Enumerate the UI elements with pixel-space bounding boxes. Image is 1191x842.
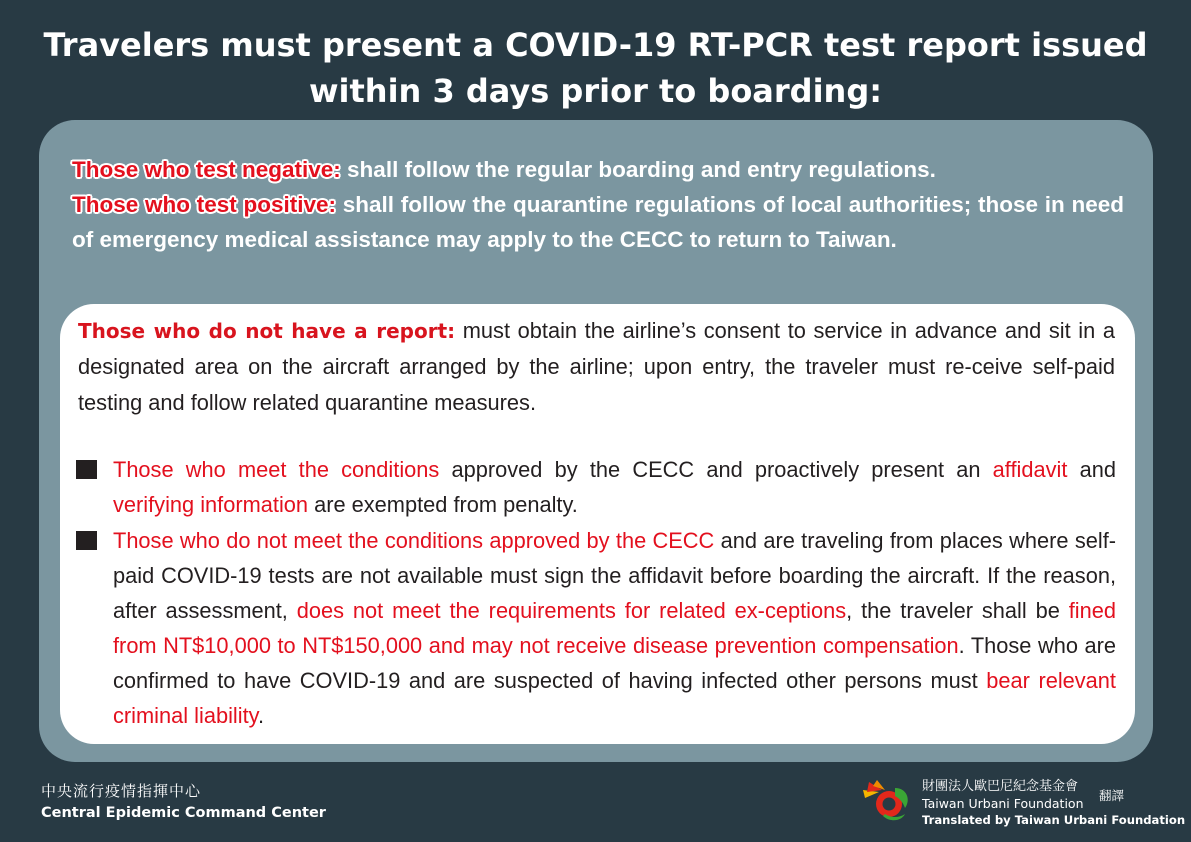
square-bullet-icon [76,460,97,479]
negative-label: Those who test negative: [72,157,341,182]
positive-rule [72,187,1124,257]
negative-rule [72,152,1124,187]
no-report-rule [78,313,1115,421]
body-text: are exempted from penalty. [308,492,578,517]
exemption-list [74,452,1116,734]
foundation-name-en: Taiwan Urbani Foundation [922,796,1084,811]
test-result-rules [72,152,1124,257]
highlight-text: Those who do not meet the conditions approved by the CECC [113,528,715,553]
translation-label: 翻譯 [1099,788,1125,803]
title-line-1: Travelers must present a COVID-19 RT-PCR test report issued [43,26,1148,64]
body-text: approved by the CECC and proactively present an [439,457,993,482]
taiwan-urbani-foundation-logo-icon [855,778,915,824]
cecc-name-zh: 中央流行疫情指揮中心 [41,782,202,800]
body-text: . [257,703,264,728]
highlight-text: does not meet the requirements for related ex-ceptions [296,598,847,623]
body-text: , the traveler shall be [846,598,1069,623]
highlight-text: Those who meet the conditions [113,457,440,482]
positive-text: shall follow the quarantine regulations of local authorities; those in need of emergency medical assistance may apply to the CECC to return to Taiwan. [72,192,1125,252]
cecc-credit [41,780,326,824]
title-line-2: within 3 days prior to boarding: [308,72,883,110]
list-item [74,452,1116,522]
positive-label: Those who test positive: [72,192,337,217]
negative-text: shall follow the regular boarding and entry regulations. [340,157,936,182]
no-report-label: Those who do not have a report: [78,319,456,343]
body-text: and [1067,457,1116,482]
no-report-text: must obtain the airline’s consent to service in advance and sit in a designated area on the aircraft arranged by the airline; upon entry, the traveler must re-ceive self-paid testing and follow related quarantine measures. [78,318,1116,415]
foundation-name-zh: 財團法人歐巴尼紀念基金會 [922,779,1079,794]
translator-credit [855,776,1186,831]
body-text: and are traveling from places where self-paid COVID-19 tests are not available must sign the affidavit before boarding the aircraft. If the reason, after assessment, [113,528,1117,623]
body-text: . Those who are confirmed to have COVID-19 and are suspected of having infected other persons must [113,633,1116,693]
highlight-text: affidavit [992,457,1068,482]
cecc-name-en: Central Epidemic Command Center [41,805,326,821]
page-title [0,22,1191,114]
highlight-text: fined from NT$10,000 to NT$150,000 and may not receive disease prevention compensation [113,598,1116,658]
highlight-text: verifying information [113,492,309,517]
square-bullet-icon [76,531,97,550]
highlight-text: bear relevant criminal liability [113,668,1116,728]
list-item [74,523,1116,733]
translated-by-text: Translated by Taiwan Urbani Foundation [922,813,1186,827]
